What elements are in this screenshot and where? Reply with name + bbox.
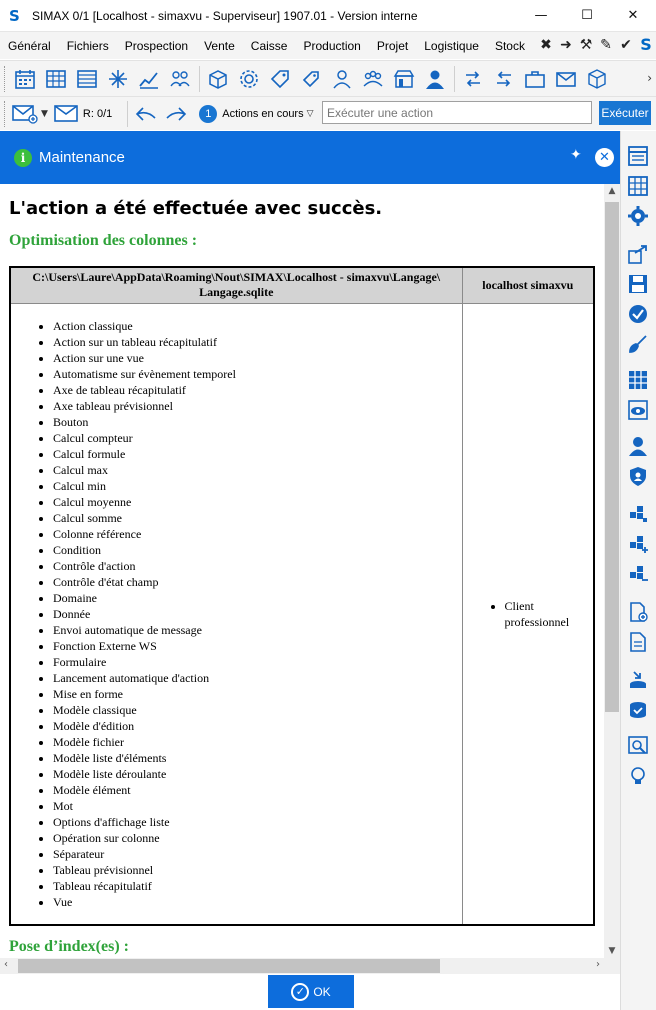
transfer-in-icon[interactable] bbox=[460, 66, 486, 92]
panel-footer bbox=[0, 974, 620, 1010]
brush-icon[interactable] bbox=[625, 331, 651, 357]
label-icon[interactable] bbox=[298, 66, 324, 92]
mail-icon[interactable] bbox=[553, 66, 579, 92]
menu-bar bbox=[0, 32, 656, 59]
toolbar-separator bbox=[199, 66, 200, 92]
list-item: • Action sur une vue bbox=[53, 350, 462, 366]
window-title: SIMAX 0/1 [Localhost - simaxvu - Superviseur] 1907.01 - Version interne bbox=[32, 8, 418, 23]
reply-count: R: 0/1 bbox=[82, 107, 113, 120]
section-title-index: Pose d’index(es) : bbox=[9, 938, 129, 955]
vertical-scroll-thumb[interactable] bbox=[605, 202, 619, 712]
list-item: • Axe de tableau récapitulatif bbox=[53, 382, 462, 398]
settings-icon[interactable] bbox=[236, 66, 262, 92]
close-panel-button[interactable]: ✕ bbox=[595, 148, 614, 167]
close-window-button[interactable]: ✕ bbox=[627, 7, 639, 23]
user-shield-icon[interactable] bbox=[625, 463, 651, 489]
horizontal-scroll-thumb[interactable] bbox=[18, 959, 440, 973]
menu-logistique[interactable]: Logistique bbox=[424, 38, 479, 53]
list-item: • Calcul min bbox=[53, 478, 462, 494]
check-icon[interactable]: ✔ bbox=[620, 36, 632, 53]
list-item: • Calcul somme bbox=[53, 510, 462, 526]
success-message: L'action a été effectuée avec succès. bbox=[9, 198, 383, 219]
horizontal-scrollbar[interactable] bbox=[0, 958, 604, 974]
puzzle-remove-icon[interactable] bbox=[625, 561, 651, 587]
list-item: • Envoi automatique de message bbox=[53, 622, 462, 638]
grid-icon[interactable] bbox=[43, 66, 69, 92]
undo-button[interactable] bbox=[133, 102, 159, 126]
menu-general[interactable]: Général bbox=[8, 38, 51, 53]
panel-title: Maintenance bbox=[39, 149, 125, 166]
ok-button[interactable] bbox=[268, 975, 354, 1008]
list-item: • Domaine bbox=[53, 590, 462, 606]
user-icon[interactable] bbox=[625, 433, 651, 459]
validate-icon[interactable] bbox=[625, 301, 651, 327]
right-sidebar bbox=[620, 131, 656, 1010]
store-icon[interactable] bbox=[391, 66, 417, 92]
list-item: • Action classique bbox=[53, 318, 462, 334]
puzzle-add-icon[interactable] bbox=[625, 531, 651, 557]
section-title-columns: Optimisation des colonnes : bbox=[9, 232, 198, 249]
list-item: • Modèle fichier bbox=[53, 734, 462, 750]
menu-fichiers[interactable]: Fichiers bbox=[66, 38, 109, 53]
scroll-right-icon[interactable]: › bbox=[596, 959, 600, 970]
plugin-icon[interactable]: ➜ bbox=[560, 36, 572, 53]
export-icon[interactable] bbox=[625, 241, 651, 267]
list-item: • Lancement automatique d'action bbox=[53, 670, 462, 686]
new-mail-button[interactable] bbox=[12, 104, 48, 124]
db-import-icon[interactable] bbox=[625, 667, 651, 693]
list-item: • Donnée bbox=[53, 606, 462, 622]
toolbar-separator bbox=[454, 66, 455, 92]
chart-icon[interactable] bbox=[136, 66, 162, 92]
reply-mail-button[interactable] bbox=[54, 104, 120, 124]
list-item: • Calcul compteur bbox=[53, 430, 462, 446]
list-item: • Contrôle d'état champ bbox=[53, 574, 462, 590]
doc-add-icon[interactable] bbox=[625, 599, 651, 625]
list-item: • Calcul max bbox=[53, 462, 462, 478]
list-view-icon[interactable] bbox=[625, 143, 651, 169]
users-group-icon[interactable] bbox=[167, 66, 193, 92]
redo-icon bbox=[164, 104, 188, 124]
calendar-icon[interactable] bbox=[12, 66, 38, 92]
actions-in-progress-dropdown[interactable]: Actions en cours bbox=[222, 107, 304, 120]
list-item: • Contrôle d'action bbox=[53, 558, 462, 574]
toolbar-more-button[interactable]: › bbox=[647, 71, 652, 85]
db-sync-icon[interactable] bbox=[625, 697, 651, 723]
left-items-list bbox=[11, 304, 462, 924]
team-icon[interactable] bbox=[360, 66, 386, 92]
list-item: • Options d'affichage liste bbox=[53, 814, 462, 830]
list-icon[interactable] bbox=[74, 66, 100, 92]
scroll-left-icon[interactable]: ‹ bbox=[4, 959, 8, 970]
list-item: • Calcul formule bbox=[53, 446, 462, 462]
list-item: • Fonction Externe WS bbox=[53, 638, 462, 654]
window-controls bbox=[518, 0, 656, 30]
chevron-down-icon[interactable]: ▽ bbox=[306, 108, 314, 119]
wrench-icon[interactable]: ⚒ bbox=[579, 36, 593, 53]
puzzle-icon[interactable] bbox=[625, 501, 651, 527]
table-cell-left bbox=[10, 303, 462, 925]
execute-action-input[interactable] bbox=[322, 101, 592, 124]
inspect-icon[interactable] bbox=[625, 733, 651, 759]
list-item: • Vue bbox=[53, 894, 462, 910]
list-item: • Bouton bbox=[53, 414, 462, 430]
vertical-scrollbar[interactable] bbox=[604, 184, 620, 958]
table-row bbox=[10, 303, 594, 925]
action-toolbar bbox=[0, 96, 656, 130]
list-item: • Modèle élément bbox=[53, 782, 462, 798]
ok-label: OK bbox=[313, 984, 331, 999]
menu-tools bbox=[538, 35, 654, 54]
list-item: • Tableau récapitulatif bbox=[53, 878, 462, 894]
list-item: • Mot bbox=[53, 798, 462, 814]
pin-icon[interactable]: ✦ bbox=[570, 147, 582, 163]
list-item: • Automatisme sur évènement temporel bbox=[53, 366, 462, 382]
menu-prospection[interactable]: Prospection bbox=[124, 38, 189, 53]
menu-stock[interactable]: Stock bbox=[494, 38, 525, 53]
briefcase-icon[interactable] bbox=[522, 66, 548, 92]
title-bar bbox=[0, 0, 656, 32]
minimize-button[interactable]: — bbox=[534, 7, 548, 23]
table-cell-right bbox=[462, 303, 594, 925]
list-item: • Opération sur colonne bbox=[53, 830, 462, 846]
list-item: • Modèle liste déroulante bbox=[53, 766, 462, 782]
check-circle-icon: ✓ bbox=[291, 983, 309, 1001]
user-icon[interactable] bbox=[422, 66, 448, 92]
actions-count-badge: 1 bbox=[199, 105, 217, 123]
simax-logo[interactable]: S bbox=[640, 35, 652, 54]
box-icon[interactable] bbox=[205, 66, 231, 92]
list-item: • Axe tableau prévisionnel bbox=[53, 398, 462, 414]
main-toolbar bbox=[0, 60, 656, 96]
list-item: • Modèle classique bbox=[53, 702, 462, 718]
list-item: • Formulaire bbox=[53, 654, 462, 670]
app-logo: S bbox=[9, 6, 20, 25]
scroll-down-icon[interactable]: ▼ bbox=[608, 946, 616, 956]
list-item: • Colonne référence bbox=[53, 526, 462, 542]
menu-caisse[interactable]: Caisse bbox=[250, 38, 288, 53]
tools-icon[interactable]: ✖ bbox=[540, 36, 552, 53]
list-item: • Action sur un tableau récapitulatif bbox=[53, 334, 462, 350]
menu-production[interactable]: Production bbox=[303, 38, 361, 53]
scroll-corner bbox=[604, 958, 620, 974]
transfer-out-icon[interactable] bbox=[491, 66, 517, 92]
list-item: • Mise en forme bbox=[53, 686, 462, 702]
list-item: • Client professionnel bbox=[505, 598, 594, 630]
toolbar-grip[interactable] bbox=[4, 66, 7, 92]
doc-icon[interactable] bbox=[625, 629, 651, 655]
redo-button[interactable] bbox=[163, 102, 189, 126]
contacts-icon[interactable] bbox=[329, 66, 355, 92]
maintenance-content bbox=[0, 184, 604, 958]
list-item: • Modèle d'édition bbox=[53, 718, 462, 734]
sparkle-icon[interactable] bbox=[105, 66, 131, 92]
settings-icon[interactable] bbox=[625, 203, 651, 229]
grid-edit-icon[interactable] bbox=[625, 367, 651, 393]
chevron-down-icon[interactable]: ▼ bbox=[41, 108, 48, 119]
table-header-path: C:\Users\Laure\AppData\Roaming\Nout\SIMAX\Localhost - simaxvu\Langage\ Langage.sqlite bbox=[10, 267, 462, 303]
execute-button[interactable]: Exécuter bbox=[599, 101, 651, 125]
bug-icon[interactable]: ✎ bbox=[600, 36, 612, 53]
right-items-list bbox=[463, 584, 594, 644]
columns-table bbox=[9, 266, 595, 926]
preview-icon[interactable] bbox=[625, 397, 651, 423]
maximize-button[interactable]: ☐ bbox=[581, 7, 593, 23]
menu-projet[interactable]: Projet bbox=[376, 38, 409, 53]
tag-icon[interactable] bbox=[267, 66, 293, 92]
idea-icon[interactable] bbox=[625, 763, 651, 789]
save-icon[interactable] bbox=[625, 271, 651, 297]
menu-vente[interactable]: Vente bbox=[204, 38, 235, 53]
mail-add-icon bbox=[12, 104, 38, 124]
table-view-icon[interactable] bbox=[625, 173, 651, 199]
table-header-database: localhost simaxvu bbox=[462, 267, 594, 303]
list-item: • Condition bbox=[53, 542, 462, 558]
package-icon[interactable] bbox=[584, 66, 610, 92]
list-item: • Tableau prévisionnel bbox=[53, 862, 462, 878]
toolbar-grip[interactable] bbox=[4, 101, 7, 127]
list-item: • Séparateur bbox=[53, 846, 462, 862]
list-item: • Calcul moyenne bbox=[53, 494, 462, 510]
list-item: • Modèle liste d'éléments bbox=[53, 750, 462, 766]
undo-icon bbox=[134, 104, 158, 124]
info-icon: i bbox=[14, 149, 32, 167]
mail-icon bbox=[54, 104, 80, 124]
maintenance-panel-header bbox=[0, 131, 620, 184]
scroll-up-icon[interactable]: ▲ bbox=[608, 186, 616, 196]
toolbar-separator bbox=[127, 101, 128, 127]
